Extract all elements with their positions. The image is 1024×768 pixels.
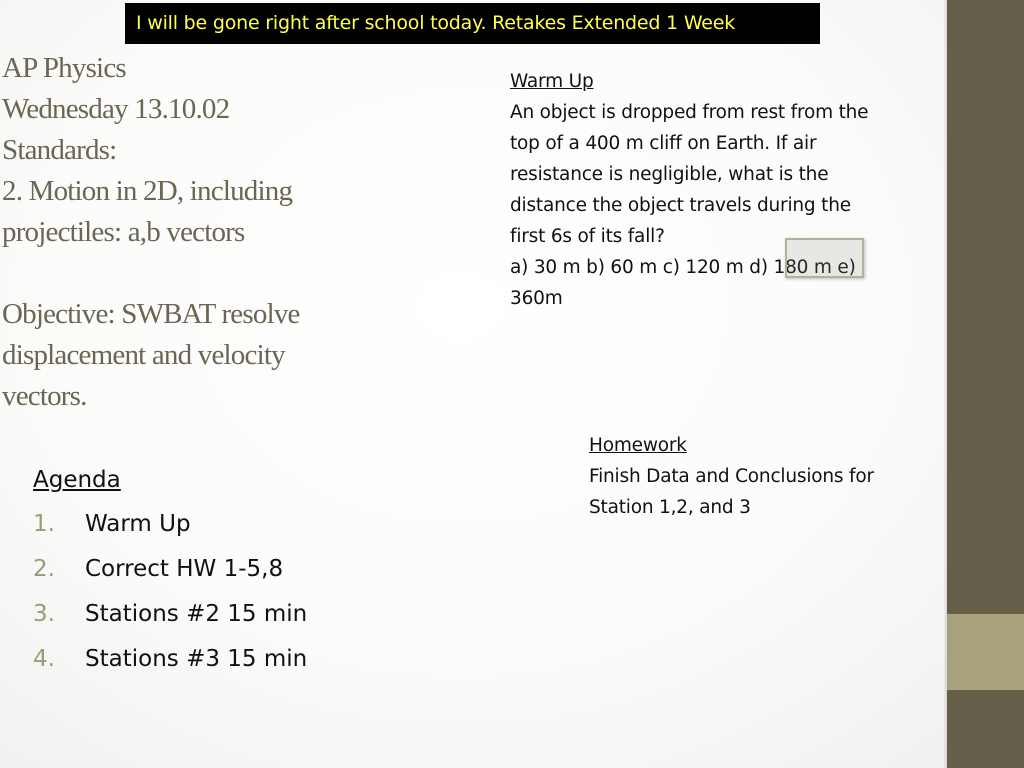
title-line: Standards: [2,134,117,166]
agenda-item-number: 3. [33,601,55,627]
answer-highlight-box [785,238,864,278]
warmup-question-line: resistance is negligible, what is the [510,164,829,185]
title-spacer [2,253,402,294]
agenda-item-text: Stations #2 15 min [85,601,308,627]
warmup-question-line: top of a 400 m cliff on Earth. If air [510,133,817,154]
warmup-choices-line: a) 30 m b) 60 m c) 120 m d) 180 m e) [510,257,856,278]
agenda-heading: Agenda [33,467,121,493]
agenda-item-number: 4. [33,646,55,672]
warmup-question-line: first 6s of its fall? [510,226,665,247]
agenda-item-number: 2. [33,556,55,582]
homework-line: Station 1,2, and 3 [589,497,751,518]
warmup-heading: Warm Up [510,71,594,92]
agenda-item-number: 1. [33,511,55,537]
homework-line: Finish Data and Conclusions for [589,466,874,487]
homework-section [589,430,934,523]
agenda-item [33,641,433,686]
agenda-item [33,596,433,641]
agenda-section [33,462,433,686]
objective-line: vectors. [2,380,87,412]
warmup-question-line: distance the object travels during the [510,195,851,216]
title-line: 2. Motion in 2D, including [2,175,293,207]
agenda-item [33,506,433,551]
agenda-item-text: Warm Up [85,511,191,537]
agenda-item-text: Stations #3 15 min [85,646,308,672]
title-line: AP Physics [2,52,126,84]
slide-title [2,48,402,417]
title-line: Wednesday 13.10.02 [2,93,230,125]
agenda-item [33,551,433,596]
objective-line: displacement and velocity [2,339,285,371]
agenda-item-text: Correct HW 1-5,8 [85,556,284,582]
warmup-section [510,66,940,314]
warmup-choices-line: 360m [510,288,563,309]
warmup-question-line: An object is dropped from rest from the [510,102,869,123]
objective-line: Objective: SWBAT resolve [2,298,300,330]
announcement-banner: I will be gone right after school today. Retakes Extended 1 Week [125,3,820,44]
sidebar-accent-block [947,614,1024,690]
title-line: projectiles: a,b vectors [2,216,245,248]
homework-heading: Homework [589,435,687,456]
